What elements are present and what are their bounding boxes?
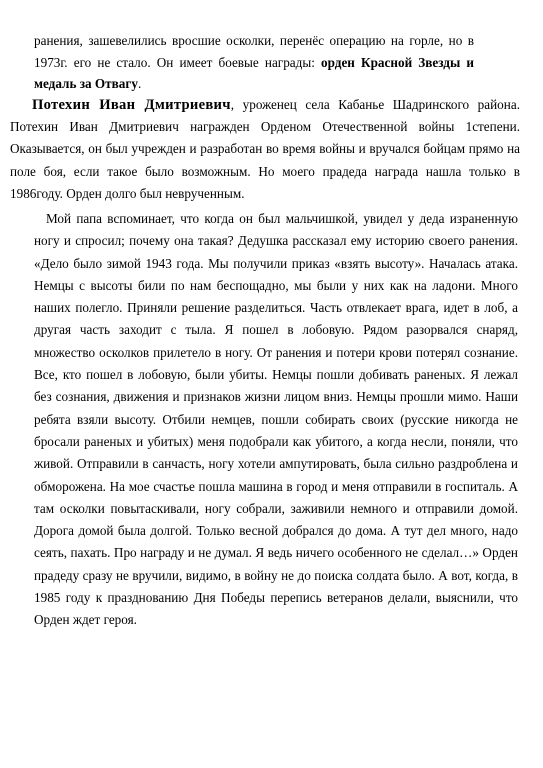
- paragraph-story-text: Мой папа вспоминает, что когда он был мальчишкой, увидел у деда израненную ногу и спросил; почему она такая? Дедушка рассказал ему историю своего ранения. «Дело было зимой 1943 года. Мы получили приказ «взять высоту». Началась атака. Немцы с высоты били по нам беспощадно, мы были у них как на ладони. Много наших полегло. Приняли решение разделиться. Часть отвлекает врага, идет в лоб, а другая часть заходит с тыла. Я пошел в лобовую. Рядом разорвался снаряд, множество осколков прилетело в ногу. От ранения и потери крови потерял сознание. Все, кто пошел в лобовую, были убиты. Немцы пошли добивать раненых. Я лежал без сознания, движения и признаков жизни лицом вниз. Немцы прошли мимо. Наши ребята взяли высоту. Отбили немцев, пошли собирать своих (русские никогда не бросали раненых и убитых) меня подобрали как убитого, а когда несли, поняли, что живой. Отправили в санчасть, ногу хотели ампутировать, была сильно раздроблена и обморожена. На мое счастье пошла машина в город и меня отправили в госпиталь. А там осколки повытаскивали, ногу собрали, заживили немного и отправили домой. Дорога домой была долгой. Только весной добрался до дома. А тут дел много, надо сеять, пахать. Про награду и не думал. Я ведь ничего особенного не сделал…» Орден прадеду сразу не вручили, видимо, в войну не до поиска солдата было. А вот, когда, в 1985 году к празднованию Дня Победы перепись ветеранов делали, выяснили, что Орден ждет героя.: [34, 211, 518, 628]
- paragraph-awards: [34, 30, 474, 95]
- paragraph-awards-text: ранения, зашевелились вросшие осколки, перенёс операцию на горле, но в 1973г. его не стало. Он имеет боевые награды:: [34, 33, 474, 70]
- awards-bold-text: орден Красной Звезды и медаль за Отвагу: [34, 54, 475, 92]
- person-name-bold: Потехин Иван Дмитриевич: [32, 97, 231, 113]
- paragraph-awards-end: .: [137, 76, 142, 92]
- paragraph-potekhin: [10, 94, 520, 205]
- paragraph-story: [34, 208, 518, 632]
- paragraph-potekhin-text: , уроженец села Кабанье Шадринского района. Потехин Иван Дмитриевич награжден Орденом Отечественной войны 1степени. Оказывается, он был учрежден и разработан во время войны и вручался бойцам прямо на поле боя, если такое было возможным. Но моего прадеда награда нашла только в 1986году. Орден долго был неврученным.: [10, 97, 520, 201]
